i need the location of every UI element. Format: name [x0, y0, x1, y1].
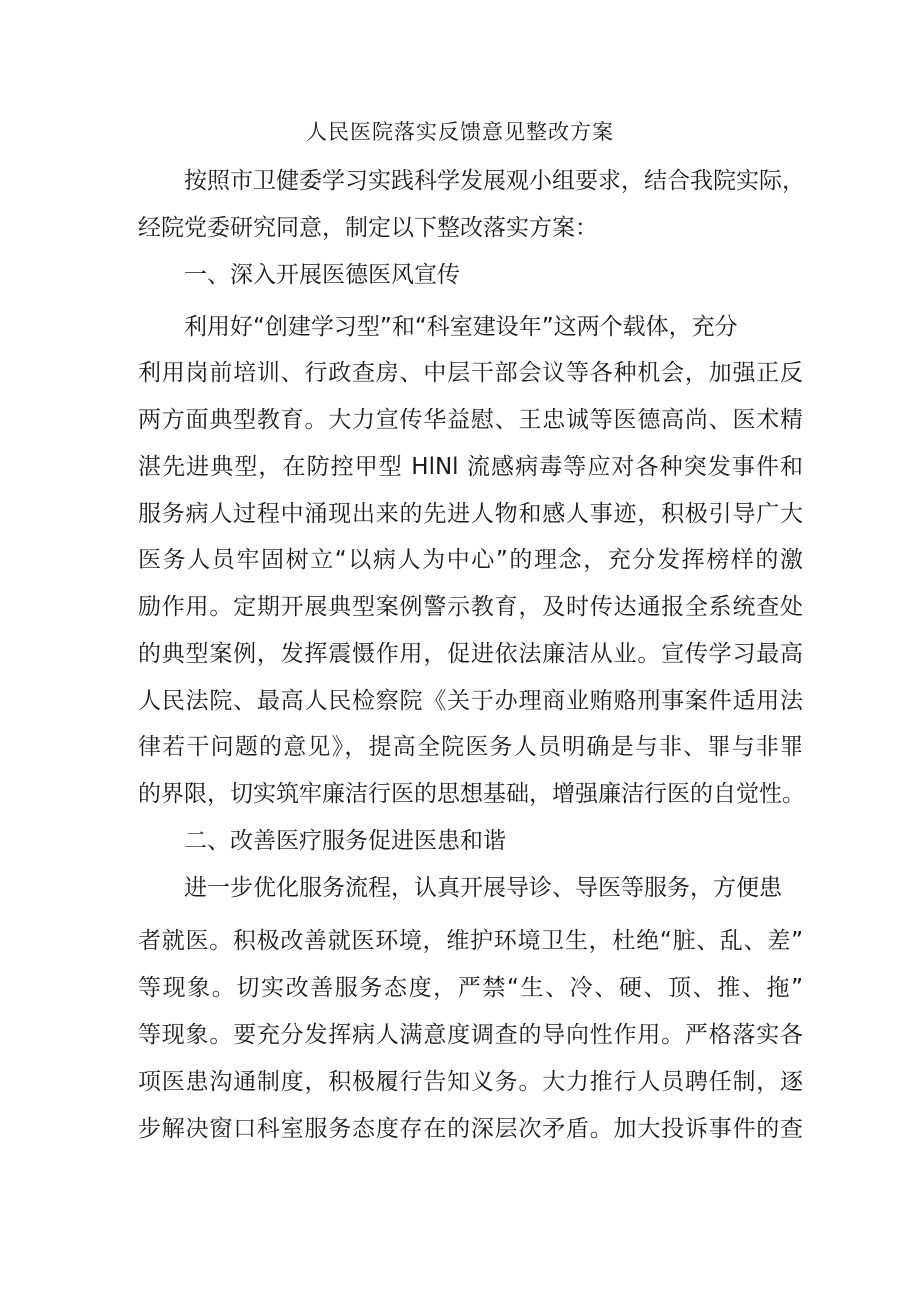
section1-line-7: 励作用。定期开展典型案例警示教育，及时传达通报全系统查处: [138, 594, 803, 620]
section2-line-3: 等现象。切实改善服务态度，严禁“生、冷、硬、顶、推、拖”: [138, 975, 803, 1001]
section1-line-2: 利用岗前培训、行政查房、中层干部会议等各种机会，加强正反: [138, 360, 803, 386]
section1-line-10: 律若干问题的意见》，提高全院医务人员明确是与非、罪与非罪: [138, 734, 803, 760]
section1-line-1: 利用好“创建学习型”和“科室建设年”这两个载体，充分: [184, 314, 738, 340]
section2-line-6: 步解决窗口科室服务态度存在的深层次矛盾。加大投诉事件的查: [138, 1116, 803, 1142]
section1-line-6: 医务人员牢固树立“以病人为中心”的理念，充分发挥榜样的激: [138, 547, 803, 573]
intro-line-1: 按照市卫健委学习实践科学发展观小组要求，结合我院实际，: [184, 168, 805, 194]
intro-line-2: 经院党委研究同意，制定以下整改落实方案：: [138, 215, 598, 241]
section1-line-11: 的界限，切实筑牢廉洁行医的思想基础，增强廉洁行医的自觉性。: [138, 781, 805, 807]
section2-line-2: 者就医。积极改善就医环境，维护环境卫生，杜绝“脏、乱、差”: [138, 928, 803, 954]
section1-line-5: 服务病人过程中涌现出来的先进人物和感人事迹，积极引导广大: [138, 501, 803, 527]
section2-heading: 二、改善医疗服务促进医患和谐: [184, 828, 506, 854]
section2-line-4: 等现象。要充分发挥病人满意度调查的导向性作用。严格落实各: [138, 1022, 803, 1048]
document-title: 人民医院落实反馈意见整改方案: [306, 120, 614, 144]
section1-line-4: 湛先进典型，在防控甲型 HlNl 流感病毒等应对各种突发事件和: [138, 454, 803, 480]
section1-line-9: 人民法院、最高人民检察院《关于办理商业贿赂刑事案件适用法: [138, 688, 803, 714]
section1-line-3: 两方面典型教育。大力宣传华益慰、王忠诚等医德高尚、医术精: [138, 407, 803, 433]
section1-line-8: 的典型案例，发挥震慑作用，促进依法廉洁从业。宣传学习最高: [138, 641, 803, 667]
section2-line-1: 进一步优化服务流程，认真开展导诊、导医等服务，方便患: [184, 875, 782, 901]
section2-line-5: 项医患沟通制度，积极履行告知义务。大力推行人员聘任制，逐: [138, 1069, 803, 1095]
section1-heading: 一、深入开展医德医风宣传: [184, 262, 460, 288]
